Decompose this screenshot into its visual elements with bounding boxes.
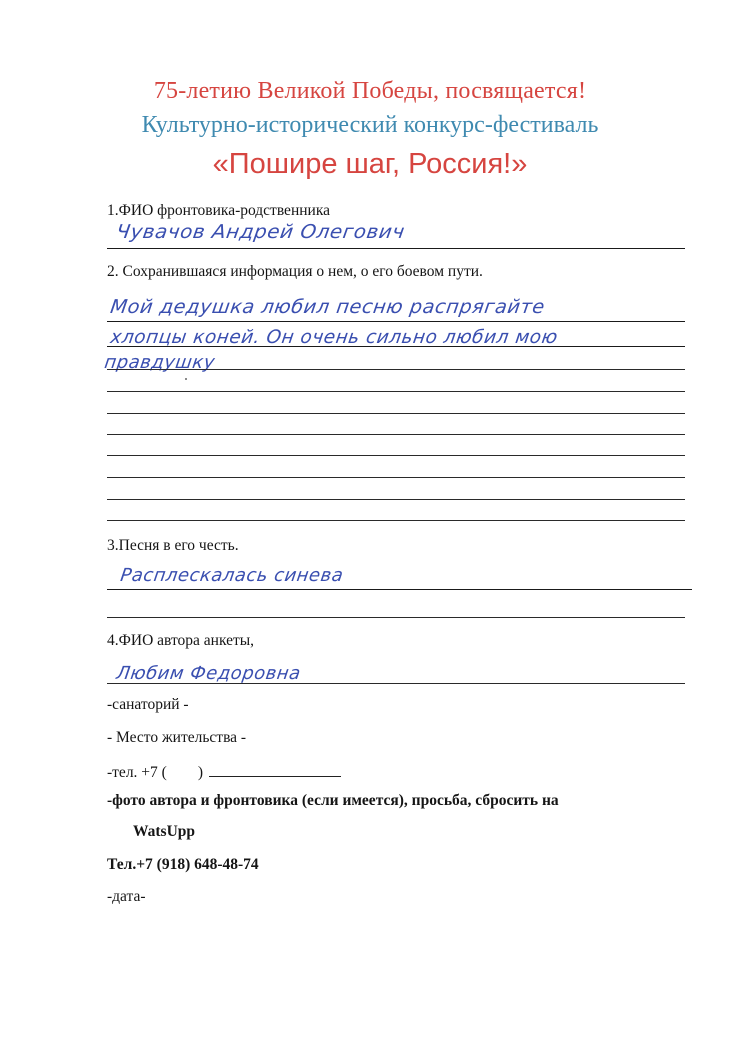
q2-line-9	[107, 499, 685, 500]
sanatorium-label: -санаторий -	[107, 696, 189, 713]
q2-handwritten-line-1: Мой дедушка любил песню распрягайте	[108, 296, 547, 318]
q2-line-3	[107, 369, 685, 370]
q1-answer-line	[107, 248, 685, 249]
q2-line-10	[107, 520, 685, 521]
q2-line-2	[107, 346, 685, 347]
q3-label: 3.Песня в его честь.	[107, 537, 239, 554]
q4-handwritten-answer: Любим Федоровна	[115, 663, 303, 684]
q2-line-8	[107, 477, 685, 478]
q3-handwritten-answer: Расплескалась синева	[119, 565, 345, 586]
q2-handwritten-line-2: хлопцы коней. Он очень сильно любил мою	[109, 327, 560, 348]
photo-note: -фото автора и фронтовика (если имеется), просьба, сбросить на	[107, 792, 559, 809]
ink-dot	[185, 378, 187, 380]
phone-field	[107, 762, 341, 782]
photo-note-app: WatsUpp	[133, 823, 196, 840]
header-dedication: 75-летию Великой Победы, посвящается!	[153, 78, 587, 104]
header-slogan: «Пошире шаг, Россия!»	[212, 148, 528, 180]
q2-handwritten-line-3: правдушку	[103, 352, 217, 373]
contact-phone: Тел.+7 (918) 648-48-74	[107, 856, 259, 873]
date-label: -дата-	[107, 888, 146, 905]
q1-label: 1.ФИО фронтовика-родственника	[107, 202, 331, 219]
q2-line-4	[107, 391, 685, 392]
q3-answer-line	[107, 589, 692, 590]
q2-line-5	[107, 413, 685, 414]
q2-line-1	[107, 321, 685, 322]
q2-line-6	[107, 434, 685, 435]
header-festival-name: Культурно-исторический конкурс-фестиваль	[141, 112, 599, 138]
phone-blank-line	[209, 762, 341, 777]
phone-label: -тел. +7 ( )	[107, 764, 203, 781]
q1-handwritten-answer: Чувачов Андрей Олегович	[114, 221, 407, 243]
q4-label: 4.ФИО автора анкеты,	[107, 632, 255, 649]
q2-label: 2. Сохранившаяся информация о нем, о его боевом пути.	[107, 263, 483, 280]
q3-extra-line	[107, 617, 685, 618]
q2-line-7	[107, 455, 685, 456]
q4-answer-line	[107, 683, 685, 684]
residence-label: - Место жительства -	[107, 729, 247, 746]
